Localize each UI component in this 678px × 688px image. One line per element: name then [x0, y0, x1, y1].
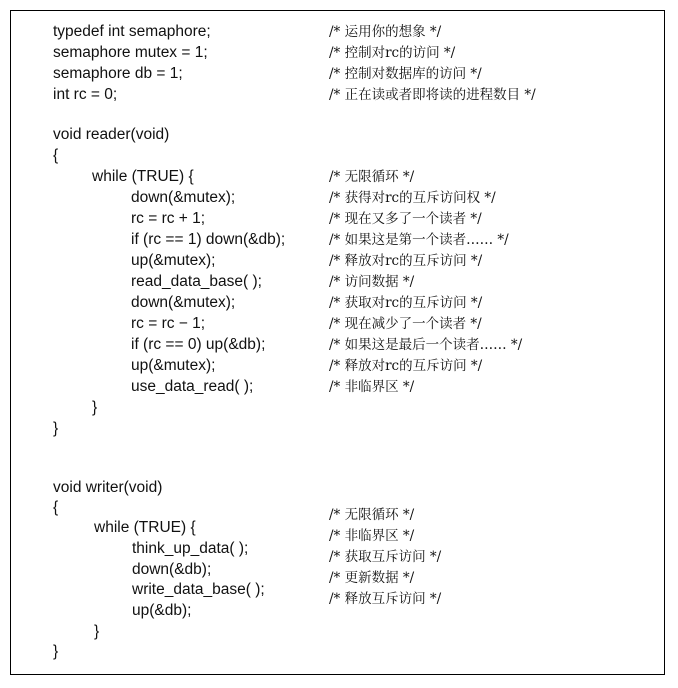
comment-writer-loop: /* 无限循环 */	[329, 507, 415, 523]
writer-while-close-brace: }	[94, 623, 100, 640]
writer-write-data-base: write_data_base( );	[132, 581, 265, 598]
comment-reader-first: /* 如果这是第一个读者…… */	[329, 232, 509, 248]
reader-close-brace: }	[53, 420, 59, 437]
writer-signature: void writer(void)	[53, 479, 163, 496]
comment-typedef: /* 运用你的想象 */	[329, 24, 442, 40]
comment-mutex-decl: /* 控制对rc的访问 */	[329, 45, 456, 61]
comment-writer-acquire: /* 获取互斥访问 */	[329, 549, 442, 565]
comment-writer-noncritical: /* 非临界区 */	[329, 528, 415, 544]
reader-rc-increment: rc = rc + 1;	[131, 210, 206, 227]
comment-reader-one-more: /* 现在又多了一个读者 */	[329, 211, 482, 227]
writer-think-up-data: think_up_data( );	[132, 540, 249, 557]
comment-writer-update: /* 更新数据 */	[329, 570, 415, 586]
reader-while-close-brace: }	[92, 399, 98, 416]
reader-rc-decrement: rc = rc − 1;	[131, 315, 206, 332]
reader-if-first-reader: if (rc == 1) down(&db);	[131, 231, 286, 248]
comment-reader-release-rc-2: /* 释放对rc的互斥访问 */	[329, 358, 483, 374]
code-line-db-decl: semaphore db = 1;	[53, 65, 183, 82]
code-line-rc-decl: int rc = 0;	[53, 86, 118, 103]
comment-rc-decl: /* 正在读或者即将读的进程数目 */	[329, 87, 536, 103]
reader-down-mutex-2: down(&mutex);	[131, 294, 236, 311]
writer-close-brace: }	[53, 643, 59, 660]
comment-reader-loop: /* 无限循环 */	[329, 169, 415, 185]
comment-db-decl: /* 控制对数据库的访问 */	[329, 66, 482, 82]
comment-writer-release: /* 释放互斥访问 */	[329, 591, 442, 607]
code-line-mutex-decl: semaphore mutex = 1;	[53, 44, 208, 61]
reader-down-mutex-1: down(&mutex);	[131, 189, 236, 206]
reader-open-brace: {	[53, 147, 59, 164]
comment-reader-last: /* 如果这是最后一个读者…… */	[329, 337, 523, 353]
comment-reader-access-data: /* 访问数据 */	[329, 274, 415, 290]
reader-read-data-base: read_data_base( );	[131, 273, 262, 290]
reader-signature: void reader(void)	[53, 126, 170, 143]
comment-reader-noncritical: /* 非临界区 */	[329, 379, 415, 395]
reader-use-data-read: use_data_read( );	[131, 378, 254, 395]
comment-reader-one-less: /* 现在减少了一个读者 */	[329, 316, 482, 332]
comment-reader-acquire-rc: /* 获取对rc的互斥访问 */	[329, 295, 483, 311]
writer-while-line: while (TRUE) {	[94, 519, 196, 536]
comment-reader-get-rc-access: /* 获得对rc的互斥访问权 */	[329, 190, 496, 206]
writer-open-brace: {	[53, 499, 59, 516]
writer-up-db: up(&db);	[132, 602, 192, 619]
code-line-typedef: typedef int semaphore;	[53, 23, 211, 40]
reader-if-last-reader: if (rc == 0) up(&db);	[131, 336, 266, 353]
writer-down-db: down(&db);	[132, 561, 212, 578]
reader-up-mutex-2: up(&mutex);	[131, 357, 216, 374]
reader-while-line: while (TRUE) {	[92, 168, 194, 185]
reader-up-mutex-1: up(&mutex);	[131, 252, 216, 269]
comment-reader-release-rc-1: /* 释放对rc的互斥访问 */	[329, 253, 483, 269]
